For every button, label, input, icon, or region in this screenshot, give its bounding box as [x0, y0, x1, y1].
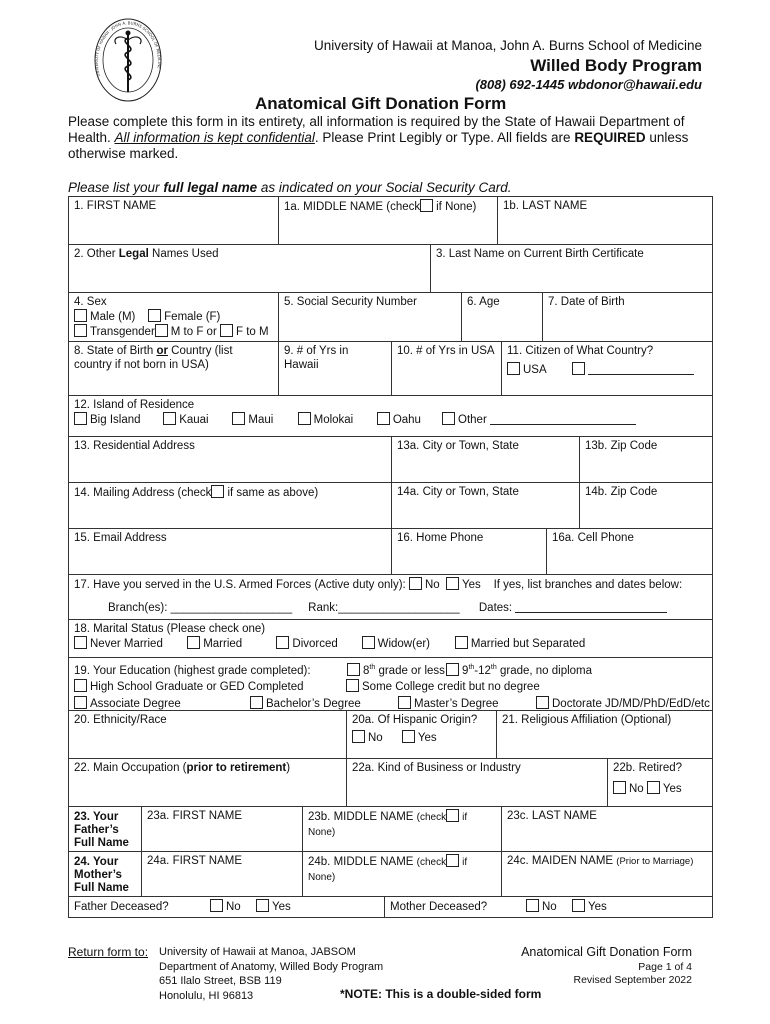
- residential-address-field[interactable]: 13. Residential Address: [68, 436, 392, 483]
- return-label: Return form to:: [68, 945, 149, 959]
- edu-some-college-checkbox[interactable]: [346, 679, 359, 692]
- svg-text:UNIVERSITY OF HAWAII · JOHN A.: UNIVERSITY OF HAWAII · JOHN A. BURNS SCHOOL OF MEDICINE: [93, 20, 163, 78]
- revised-date: Revised September 2022: [573, 974, 692, 986]
- email-field[interactable]: 15. Email Address: [68, 528, 392, 575]
- sex-transgender-checkbox[interactable]: [74, 324, 87, 337]
- hispanic-yes-checkbox[interactable]: [402, 730, 415, 743]
- father-last-name-field[interactable]: 23c. LAST NAME: [501, 806, 713, 852]
- cell-phone-field[interactable]: 16a. Cell Phone: [546, 528, 713, 575]
- years-usa-field[interactable]: 10. # of Yrs in USA: [391, 341, 502, 396]
- form-title: Anatomical Gift Donation Form: [255, 94, 507, 113]
- footer-form-name: Anatomical Gift Donation Form: [521, 945, 692, 959]
- armed-no-checkbox[interactable]: [409, 577, 422, 590]
- marital-status-field: 18. Marital Status (Please check one) Never Married Married Divorced Widow(er) Married but Separated: [68, 619, 713, 658]
- edu-master-checkbox[interactable]: [398, 696, 411, 709]
- middle-name-field[interactable]: 1a. MIDDLE NAME (check if None): [278, 196, 498, 245]
- dates-line[interactable]: [515, 600, 667, 613]
- residential-city-field[interactable]: 13a. City or Town, State: [391, 436, 580, 483]
- citizen-other-checkbox[interactable]: [572, 362, 585, 375]
- edu-9-12-checkbox[interactable]: [446, 663, 459, 676]
- age-field[interactable]: 6. Age: [461, 292, 543, 342]
- father-middle-none-checkbox[interactable]: [446, 809, 459, 822]
- contact-line: (808) 692-1445 wbdonor@hawaii.edu: [475, 77, 702, 92]
- mother-middle-none-checkbox[interactable]: [446, 854, 459, 867]
- occupation-field[interactable]: 22. Main Occupation (prior to retirement): [68, 758, 347, 807]
- island-kauai-checkbox[interactable]: [163, 412, 176, 425]
- university-heading: University of Hawaii at Manoa, John A. Burns School of Medicine: [314, 38, 702, 53]
- ssn-field[interactable]: 5. Social Security Number: [278, 292, 462, 342]
- father-deceased-yes-checkbox[interactable]: [256, 899, 269, 912]
- return-address: University of Hawaii at Manoa, JABSOM Department of Anatomy, Willed Body Program 651 Ilalo Street, BSB 119 Honolulu, HI 96813: [159, 946, 384, 1002]
- dob-field[interactable]: 7. Date of Birth: [542, 292, 713, 342]
- father-first-name-field[interactable]: 23a. FIRST NAME: [141, 806, 303, 852]
- married-separated-checkbox[interactable]: [455, 636, 468, 649]
- married-checkbox[interactable]: [187, 636, 200, 649]
- retired-no-checkbox[interactable]: [613, 781, 626, 794]
- education-field: 19. Your Education (highest grade completed): 8th grade or less 9th-12th grade, no diploma High School Graduate or GED Completed Some College credit but no degree Associate Degree Bachelor’s Degree Master’s Degree Doctorate JD/MD/PhD/EdD/etc: [68, 657, 713, 711]
- other-legal-names-field[interactable]: 2. Other Legal Names Used: [68, 244, 431, 293]
- mother-first-name-field[interactable]: 24a. FIRST NAME: [141, 851, 303, 897]
- business-field[interactable]: 22a. Kind of Business or Industry: [346, 758, 608, 807]
- mother-deceased-no-checkbox[interactable]: [526, 899, 539, 912]
- last-name-field[interactable]: 1b. LAST NAME: [497, 196, 713, 245]
- program-heading: Willed Body Program: [530, 56, 702, 75]
- father-deceased-no-checkbox[interactable]: [210, 899, 223, 912]
- citizenship-field: 11. Citizen of What Country? USA: [501, 341, 713, 396]
- island-other-checkbox[interactable]: [442, 412, 455, 425]
- residential-zip-field[interactable]: 13b. Zip Code: [579, 436, 713, 483]
- intro-paragraph: Please complete this form in its entirety, all information is required by the State of Hawaii Department of Health. All information is kept confidential. Please Print Legibly or Type. All fields are REQUIRED unless otherwise marked.: [68, 114, 689, 161]
- divorced-checkbox[interactable]: [276, 636, 289, 649]
- edu-doctorate-checkbox[interactable]: [536, 696, 549, 709]
- birth-certificate-name-field[interactable]: 3. Last Name on Current Birth Certificate: [430, 244, 713, 293]
- edu-associate-checkbox[interactable]: [74, 696, 87, 709]
- sex-field: 4. Sex Male (M) Female (F) Transgender M to F or F to M: [68, 292, 279, 342]
- island-big-checkbox[interactable]: [74, 412, 87, 425]
- island-maui-checkbox[interactable]: [232, 412, 245, 425]
- legal-name-note: Please list your full legal name as indicated on your Social Security Card.: [68, 180, 512, 195]
- island-molokai-checkbox[interactable]: [298, 412, 311, 425]
- mother-deceased-yes-checkbox[interactable]: [572, 899, 585, 912]
- citizen-usa-checkbox[interactable]: [507, 362, 520, 375]
- home-phone-field[interactable]: 16. Home Phone: [391, 528, 547, 575]
- school-seal-logo: [92, 16, 164, 104]
- island-oahu-checkbox[interactable]: [377, 412, 390, 425]
- mailing-zip-field[interactable]: 14b. Zip Code: [579, 482, 713, 529]
- page-number: Page 1 of 4: [638, 961, 692, 973]
- armed-yes-checkbox[interactable]: [446, 577, 459, 590]
- mailing-city-field[interactable]: 14a. City or Town, State: [391, 482, 580, 529]
- sex-mtf-checkbox[interactable]: [155, 324, 168, 337]
- sex-ftm-checkbox[interactable]: [220, 324, 233, 337]
- hispanic-no-checkbox[interactable]: [352, 730, 365, 743]
- island-other-line[interactable]: [490, 412, 636, 425]
- father-label: 23. Your Father’s Full Name: [68, 806, 142, 852]
- mailing-same-checkbox[interactable]: [211, 485, 224, 498]
- retired-yes-checkbox[interactable]: [647, 781, 660, 794]
- religion-field[interactable]: 21. Religious Affiliation (Optional): [496, 710, 713, 759]
- mother-label: 24. Your Mother’s Full Name: [68, 851, 142, 897]
- years-hawaii-field[interactable]: 9. # of Yrs in Hawaii: [278, 341, 392, 396]
- edu-bachelor-checkbox[interactable]: [250, 696, 263, 709]
- mother-middle-name-field[interactable]: 24b. MIDDLE NAME (check if None): [302, 851, 502, 897]
- first-name-field[interactable]: 1. FIRST NAME: [68, 196, 279, 245]
- armed-forces-field: 17. Have you served in the U.S. Armed Forces (Active duty only): No Yes If yes, list branches and dates below: Branch(es): ___________________ Rank:___________________ Dates:: [68, 574, 713, 620]
- edu-8th-checkbox[interactable]: [347, 663, 360, 676]
- double-sided-note: *NOTE: This is a double-sided form: [340, 987, 542, 1001]
- father-deceased-field: Father Deceased? No Yes: [68, 896, 385, 918]
- sex-female-checkbox[interactable]: [148, 309, 161, 322]
- mother-deceased-field: Mother Deceased? No Yes: [384, 896, 713, 918]
- middle-none-checkbox[interactable]: [420, 199, 433, 212]
- ethnicity-field[interactable]: 20. Ethnicity/Race: [68, 710, 347, 759]
- hispanic-origin-field: 20a. Of Hispanic Origin? No Yes: [346, 710, 497, 759]
- widow-checkbox[interactable]: [362, 636, 375, 649]
- retired-field: 22b. Retired? No Yes: [607, 758, 713, 807]
- sex-male-checkbox[interactable]: [74, 309, 87, 322]
- mailing-address-field[interactable]: 14. Mailing Address (check if same as above): [68, 482, 392, 529]
- mother-maiden-name-field[interactable]: 24c. MAIDEN NAME (Prior to Marriage): [501, 851, 713, 897]
- edu-hs-checkbox[interactable]: [74, 679, 87, 692]
- never-married-checkbox[interactable]: [74, 636, 87, 649]
- island-field: 12. Island of Residence Big Island Kauai Maui Molokai Oahu Other: [68, 395, 713, 437]
- citizen-other-line[interactable]: [588, 362, 694, 375]
- state-of-birth-field[interactable]: 8. State of Birth or Country (list country if not born in USA): [68, 341, 279, 396]
- father-middle-name-field[interactable]: 23b. MIDDLE NAME (check if None): [302, 806, 502, 852]
